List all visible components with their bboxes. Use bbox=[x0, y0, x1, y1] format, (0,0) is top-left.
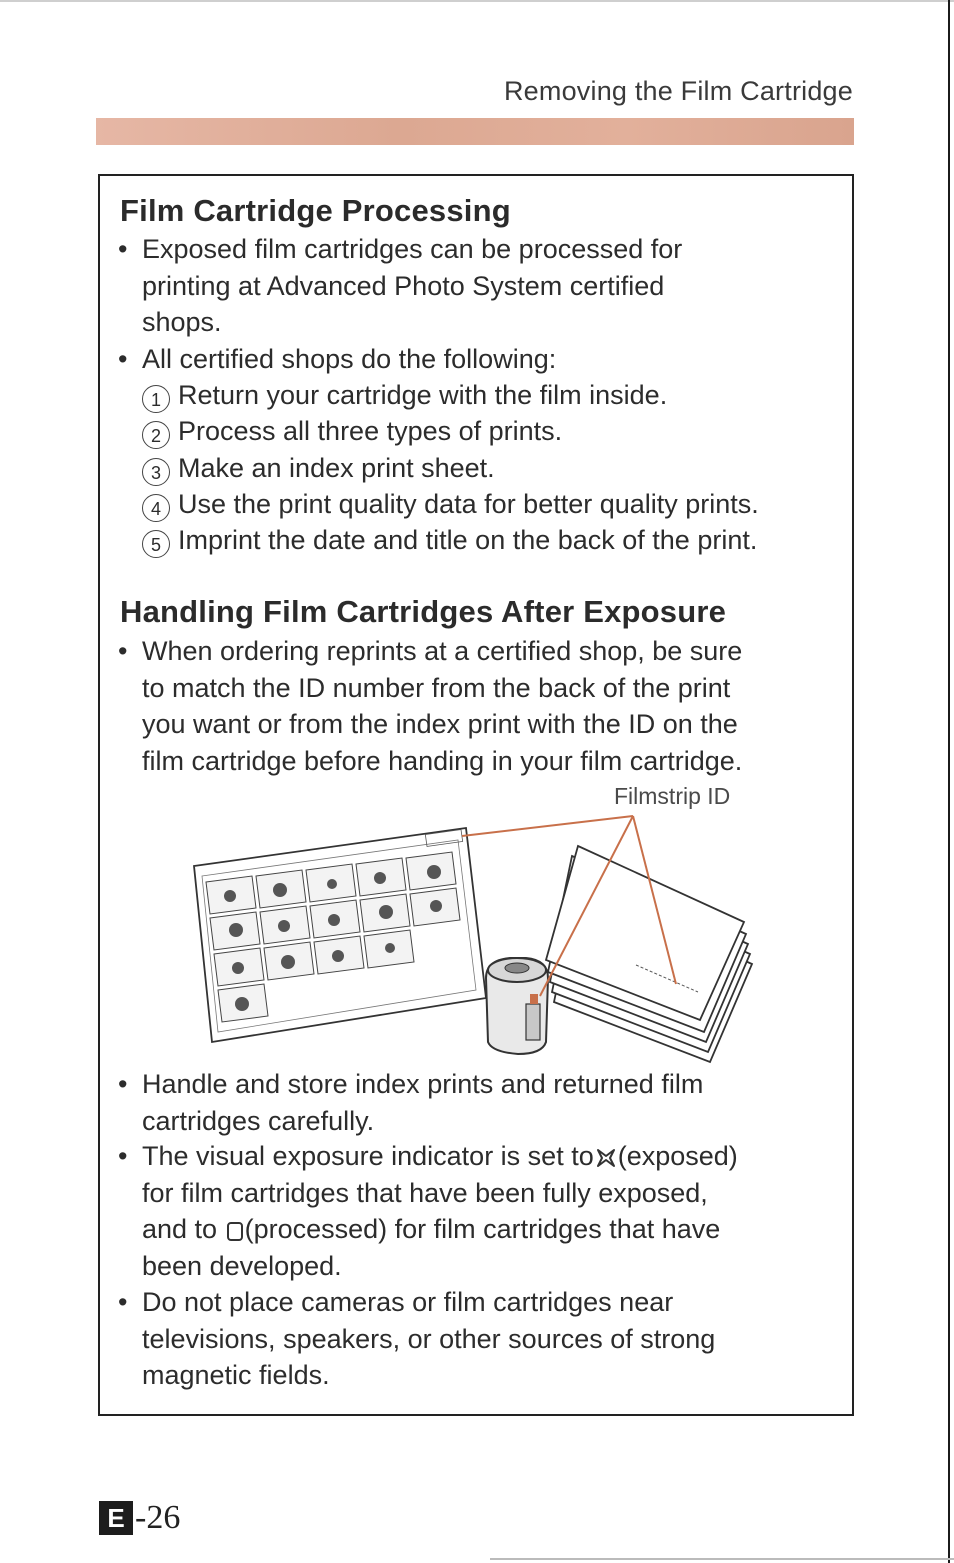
list-item bbox=[118, 1066, 818, 1139]
bullet-dot: • bbox=[118, 1287, 128, 1317]
step-number: 1 bbox=[142, 385, 170, 413]
page-number bbox=[99, 1498, 180, 1538]
step-text: Return your cartridge with the film inside. bbox=[178, 380, 668, 410]
bullet-text: Exposed film cartridges can be processed for printing at Advanced Photo System certified shops. bbox=[142, 234, 683, 337]
step-text: Process all three types of prints. bbox=[178, 416, 563, 446]
step-text: Use the print quality data for better quality prints. bbox=[178, 489, 759, 519]
page-top-edge bbox=[0, 0, 954, 2]
step-item bbox=[142, 450, 495, 486]
step-number: 5 bbox=[142, 530, 170, 558]
bullet-text bbox=[142, 1138, 738, 1284]
exposure-text-b: (exposed) bbox=[617, 1141, 738, 1171]
film-cartridge bbox=[486, 958, 548, 1054]
list-item bbox=[118, 231, 818, 341]
list-item bbox=[118, 633, 833, 779]
page-digits: -26 bbox=[135, 1499, 181, 1536]
exposure-text-line4: been developed. bbox=[142, 1250, 342, 1281]
bullet-text: Handle and store index prints and returned film cartridges carefully. bbox=[142, 1069, 704, 1136]
bullet-dot: • bbox=[118, 234, 128, 264]
exposure-text-line2: for film cartridges that have been fully exposed, bbox=[142, 1177, 708, 1208]
footer-rule bbox=[490, 1558, 954, 1560]
page-right-edge bbox=[948, 0, 950, 1563]
bullet-dot: • bbox=[118, 636, 128, 666]
exposed-indicator-icon bbox=[594, 1147, 618, 1169]
step-text: Make an index print sheet. bbox=[178, 453, 495, 483]
figure-label-filmstrip-id: Filmstrip ID bbox=[614, 783, 731, 809]
step-number: 3 bbox=[142, 458, 170, 486]
list-item bbox=[118, 1284, 818, 1394]
processed-text-a: and to bbox=[142, 1214, 218, 1244]
index-print-illustration bbox=[190, 780, 760, 1070]
processed-indicator-icon bbox=[225, 1219, 245, 1243]
header-band bbox=[96, 118, 854, 145]
bullet-text: All certified shops do the following: bbox=[142, 344, 557, 374]
bullet-dot: • bbox=[118, 344, 128, 374]
list-item bbox=[118, 1138, 838, 1285]
page-prefix-badge: E bbox=[99, 1501, 133, 1535]
processed-text-b: (processed) for film cartridges that have bbox=[244, 1214, 721, 1244]
bullet-dot: • bbox=[118, 1141, 128, 1171]
step-text: Imprint the date and title on the back of the print. bbox=[178, 525, 758, 555]
step-item bbox=[142, 486, 759, 522]
step-item bbox=[142, 522, 757, 558]
bullet-text: Do not place cameras or film cartridges near televisions, speakers, or other sources of strong magnetic fields. bbox=[142, 1287, 716, 1390]
step-item bbox=[142, 377, 667, 413]
list-item bbox=[118, 341, 818, 378]
bullet-dot: • bbox=[118, 1069, 128, 1099]
exposure-text-a: The visual exposure indicator is set to bbox=[142, 1141, 594, 1171]
section-heading-handling: Handling Film Cartridges After Exposure bbox=[120, 594, 727, 629]
step-number: 2 bbox=[142, 421, 170, 449]
step-number: 4 bbox=[142, 494, 170, 522]
running-head: Removing the Film Cartridge bbox=[503, 76, 853, 106]
step-item bbox=[142, 413, 562, 449]
section-heading-processing: Film Cartridge Processing bbox=[120, 193, 511, 228]
bullet-text: When ordering reprints at a certified shop, be sure to match the ID number from the back of the print you want or from the index print with the ID on the film cartridge before handing in your film cartridge. bbox=[142, 636, 743, 776]
